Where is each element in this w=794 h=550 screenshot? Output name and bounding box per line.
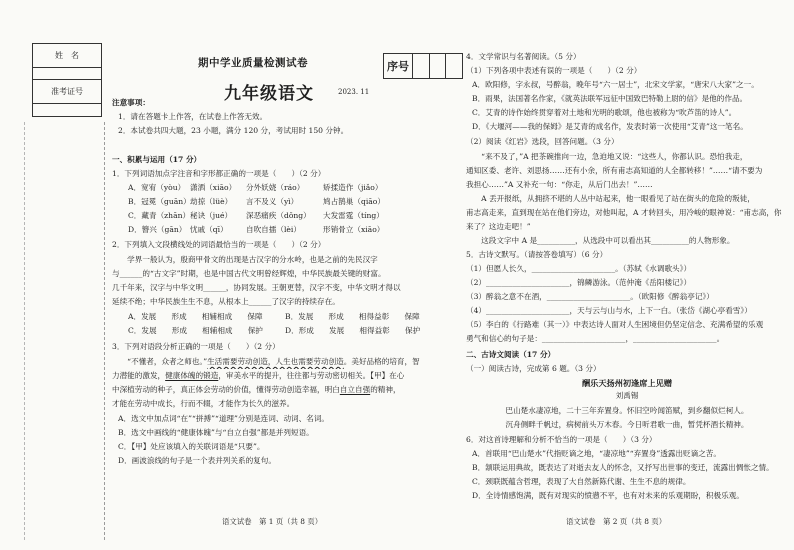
option-item: A．欧阳修，字永叔，号醉翁，晚年号“六一居士”，北宋文学家，“唐宋八大家”之一。: [472, 80, 759, 89]
option-item: A．宽宥（yòu）: [128, 183, 186, 192]
option-item: 忧戚（qī）: [190, 225, 228, 234]
name-field[interactable]: [33, 68, 101, 80]
text-segment: 力潜能的激发，: [112, 371, 166, 380]
option-item: C．颈联既蕴含哲理，表现了大自然新陈代谢、生生不息的规律。: [472, 477, 691, 486]
passage-line: 甫志高走来，直到现在站在他们旁边，对他叫起，A 才转回头，用冷峻的眼神说：“甫志高，你: [466, 208, 782, 217]
passage-line: 来了？这边走吧！”: [466, 222, 531, 231]
option-item: A．首联用“巴山楚水”代指贬谪之地，“凄凉地”“弃置身”透露出贬谪之苦。: [472, 449, 721, 458]
option-item: D．全诗情感饱满，既有对现实的愤懑不平，也有对未来的乐观期盼，积极乐观。: [472, 491, 744, 500]
text-segment: ，审美水平的提升，往往都与劳动密切相关。【甲】在心: [218, 371, 405, 380]
underlined-phrase: 健康体魄的锻造: [165, 371, 219, 380]
option-item: C．藏青（zhān）: [128, 211, 191, 220]
option-item: C．【甲】处应该填入的关联词语是“只要”。: [118, 442, 265, 451]
name-label: 姓 名: [33, 44, 101, 68]
question-stem: 1．下列词语加点字注音和字形都正确的一项是（ ）（2 分）: [112, 169, 326, 178]
option-row: [128, 211, 446, 223]
notice-title: 注意事项：: [112, 98, 150, 107]
poem-title: 酬乐天扬州初逢席上见赠: [581, 378, 673, 388]
text-segment: “不懂者，众者之师也。”: [112, 357, 208, 366]
question-stem: 6．对这首诗理解和分析不恰当的一项是（ ）（3 分）: [466, 435, 657, 444]
option-item: 鸠占鹊巢（qiāo）: [323, 197, 385, 206]
fill-in-item: （4）______________________，天与云与山与水，上下一白。（张岱《湖心亭看雪》）: [466, 306, 752, 315]
section-title: 一、积累与运用（17 分）: [112, 155, 202, 164]
exam-id-label: 准考证号: [33, 80, 101, 104]
text-segment: 的精神，: [370, 385, 401, 394]
fill-in-question: 这段文字中 A 是__________，从选段中可以看出其__________的人物形象。: [466, 236, 735, 245]
option-item: A．发展 形成 相辅相成 保障: [128, 312, 263, 321]
option-item: D．《大堰河——我的保姆》是艾青的成名作，发表时第一次使用“艾青”这一笔名。: [472, 122, 748, 131]
seal-line-outer: [24, 122, 25, 540]
passage-line: 延续不绝；中华民族生生不息，从根本上______了汉字的持续存在。: [112, 297, 340, 306]
option-row: [128, 183, 446, 195]
sequence-label: 序号: [384, 54, 413, 78]
passage-line: 几千年来，汉字与中华文明______，协同发展。王朝更替，汉字不变，中华文明才得以: [112, 283, 401, 292]
notice-item: 1．请在答题卡上作答，在试卷上作答无效。: [118, 112, 268, 121]
passage-line: 通知区委、老许、刘思扬……还有小余，所有甫志高知道的人全都转移！”……“请不要为: [466, 166, 763, 175]
wavy-underlined-sentence: 生活需要劳动创造，人生也需要劳动创造: [207, 357, 344, 366]
sequence-digit-cell[interactable]: [446, 54, 462, 78]
option-item: 大发雷霆（tíng）: [323, 211, 384, 220]
sequence-digit-cell[interactable]: [430, 54, 447, 78]
passage-line: [112, 371, 446, 383]
seal-line: [104, 122, 105, 540]
passage-line: 我担心……”A 又补充一句：“你走，从后门出去！”……: [466, 180, 653, 189]
option-item: 形销骨立（xiāo）: [323, 225, 385, 234]
exam-subject: 九年级语文: [224, 84, 314, 104]
question-stem: 5．古诗文默写。（请按答卷填写）（6 分）: [466, 250, 608, 259]
text-segment: 中深植劳动的种子，真正体会劳动的价值，懂得劳动创造幸福，明白: [112, 385, 340, 394]
option-item: B．雨果，法国著名作家，《就英法联军远征中国致巴特勒上尉的信》是他的作品。: [472, 94, 748, 103]
option-row: [128, 326, 446, 338]
option-item: 分外妖娆（ráo）: [246, 183, 305, 192]
passage-line: [112, 357, 446, 369]
option-item: D．簪兴（gān）: [128, 225, 187, 234]
question-stem: 3．下列对语段分析正确的一项是（ ）（2 分）: [112, 342, 280, 351]
question-stem: 2．下列填入文段横线处的词语最恰当的一项是（ ）（2 分）: [112, 240, 326, 249]
option-row: [128, 312, 446, 324]
poem-line: 沉舟侧畔千帆过，病树前头万木春。今日听君歌一曲，暂凭杯酒长精神。: [505, 420, 749, 429]
passage-line: A 丢开报纸，从拥挤不堪的人丛中站起来，他一眼看见了站在街头的危险的叛徒，: [466, 194, 755, 203]
passage-line: “来不及了，”A 把茶碗推向一边，急迫地又说：“这些人，你都认识。恐怕我走，: [466, 152, 748, 161]
option-item: 秘诀（jué）: [190, 211, 233, 220]
poem-line: 巴山楚水凄凉地，二十三年弃置身。怀旧空吟闻笛赋，到乡翻似烂柯人。: [505, 406, 749, 415]
fill-in-item: （5）李白的《行路难（其一）》中表达诗人面对人生困境但仍坚定信念、充满希望的乐观: [466, 320, 764, 329]
option-item: D．画波浪线的句子是一个表并列关系的复句。: [118, 456, 276, 465]
passage-line: [112, 399, 446, 411]
option-item: 劫掠（lüè）: [190, 197, 233, 206]
question-stem: 4．文学常识与名著阅读。（5 分）: [466, 52, 581, 61]
passage-line: [112, 385, 446, 397]
exam-title: 期中学业质量检测试卷: [198, 57, 308, 69]
option-item: B．选文中画线的“健康体魄”与“自立自强”都是并列短语。: [118, 428, 314, 437]
page-footer: 语文试卷 第 2 页（共 8 页）: [566, 517, 667, 526]
passage-line: 与______的“古文字”时期，也是中国古代文明曾经辉煌，中华民族最关键的财富。: [112, 269, 386, 278]
option-item: B．颔联运用典故，既表达了对逝去友人的怀念，又抒写出世事的变迁，流露出惆怅之情。: [472, 463, 774, 472]
option-item: 言不及义（yì）: [246, 197, 299, 206]
notice-item: 2．本试卷共四大题，23 小题，满分 120 分，考试用时 150 分钟。: [118, 126, 349, 135]
option-row: [128, 197, 446, 209]
fill-in-item: （3）醉翁之意不在酒，______________________。（欧阳修《醉翁亭记》）: [466, 292, 714, 301]
option-item: B．冠冕（guān）: [128, 197, 191, 206]
section-title: 二、古诗文阅读（17 分）: [466, 350, 556, 359]
passage-line: 学界一般认为，殷商甲骨文的出现是古汉字的分水岭，也是之前的先民汉字: [112, 255, 378, 264]
sub-section-title: （一）阅读古诗，完成第 6 题。（3 分）: [466, 364, 601, 373]
option-item: 矫揉造作（jiǎo）: [323, 183, 383, 192]
sub-question-stem: （1）下列各项中表述有误的一项是（ ）（2 分）: [466, 66, 642, 75]
exam-date: 2023. 11: [338, 88, 370, 96]
option-item: A．选文中加点词“在”“拼搏”“道理”分别是连词、动词、名词。: [118, 414, 330, 423]
sequence-digit-cell[interactable]: [413, 54, 430, 78]
text-segment: 才能在劳动中成长，行而不辍，才能作为长久的滋养。: [112, 399, 295, 408]
exam-id-field[interactable]: [33, 104, 101, 116]
option-row: [128, 225, 446, 237]
option-item: D．形成 发展 相得益彰 保护: [285, 326, 421, 335]
option-item: C．艾青的诗作始终贯穿着对土地和光明的歌颂，他也被称为“吹芦笛的诗人”。: [472, 108, 737, 117]
fill-in-item: （1）但愿人长久，______________________。（苏轼《水调歌头》）: [466, 264, 692, 273]
poem-author: 刘禹锡: [615, 391, 639, 400]
option-item: 自吹自擂（lèi）: [246, 225, 301, 234]
candidate-info-table: [32, 43, 102, 117]
sub-question-stem: （2）阅读《红岩》选段，回答问题。（3 分）: [466, 137, 619, 146]
sequence-number-box: [383, 53, 463, 79]
option-item: 深恶痛疾（dǒng）: [246, 211, 311, 220]
option-item: C．发展 形成 相辅相成 保护: [128, 326, 263, 335]
fill-in-item: 勇气和信心的句子是：______________________，______________________。: [466, 334, 725, 343]
option-item: B．发展 形成 相得益彰 保障: [285, 312, 420, 321]
option-item: 潇洒（xiāo）: [190, 183, 237, 192]
underlined-phrase: 自立自强: [339, 385, 371, 394]
page-footer: 语文试卷 第 1 页（共 8 页）: [222, 517, 323, 526]
text-segment: 。美好品格的培育，智: [343, 357, 420, 366]
fill-in-item: （2）______________________，锦鳞游泳。（范仲淹《岳阳楼记》）: [466, 278, 692, 287]
